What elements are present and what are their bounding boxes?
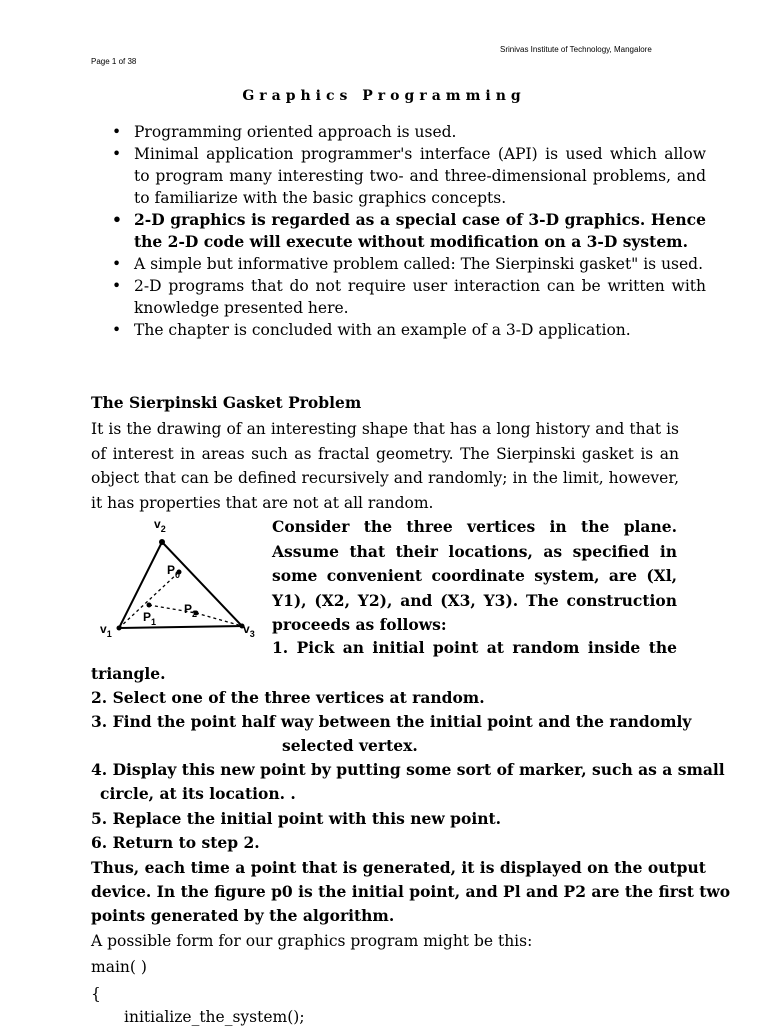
step-2: 2. Select one of the three vertices at random. (91, 688, 485, 707)
bullet-list (108, 121, 706, 341)
code-line: { (91, 985, 101, 1003)
label-v1: $v_1$ (100, 622, 112, 638)
program-intro: A possible form for our graphics program might be this: (91, 932, 533, 950)
label-p0: $P_0$ (167, 563, 181, 580)
bullet-item: • 2-D programs that do not require user interaction can be written with knowledge presented here. (134, 275, 706, 319)
page-number: Page 1 of 38 (91, 57, 137, 66)
page-title: Graphics Programming (242, 88, 526, 104)
label-v3: $v_3$ (243, 622, 255, 638)
step-6: 6. Return to step 2. (91, 833, 260, 852)
step-4-part-2: circle, at its location. . (100, 784, 296, 803)
step-1-part-1: 1. Pick an initial point at random inside the (272, 638, 677, 657)
code-line: main( ) (91, 958, 147, 976)
step-1-part-2: triangle. (91, 664, 166, 683)
sierpinski-figure (96, 514, 268, 638)
conclusion-line-1: Thus, each time a point that is generated, it is displayed on the output (91, 858, 706, 877)
label-v2: $v_2$ (154, 517, 166, 534)
dashed-construction-lines (119, 572, 242, 628)
conclusion-line-3: points generated by the algorithm. (91, 906, 395, 925)
institute-name: Srinivas Institute of Technology, Mangalore (500, 45, 652, 54)
step-3-part-1: 3. Find the point half way between the initial point and the randomly (91, 712, 692, 731)
construction-paragraph: Consider the three vertices in the plane. Assume that their locations, as specified in some convenient coordinate system, are (Xl, Y1), (X2, Y2), and (X3, Y3). The construction proceeds as follows: (272, 517, 677, 634)
bullet-item: • 2-D graphics is regarded as a special case of 3-D graphics. Hence the 2-D code will execute without modification on a 3-D system. (134, 209, 706, 253)
intro-paragraph: It is the drawing of an interesting shape that has a long history and that is of interest in areas such as fractal geometry. The Sierpinski gasket is an object that can be defined recursively and randomly; in the limit, however, it has properties that are not at all random. (91, 420, 679, 512)
label-p2: $P_2$ (184, 602, 198, 619)
bullet-item: • Programming oriented approach is used. (134, 121, 706, 143)
triangle (119, 542, 242, 628)
step-5: 5. Replace the initial point with this new point. (91, 809, 502, 828)
bullet-item: • The chapter is concluded with an example of a 3-D application. (134, 319, 706, 341)
points (117, 539, 245, 631)
vertex-v1 (117, 626, 122, 631)
point-p1 (147, 603, 152, 608)
step-4-part-1: 4. Display this new point by putting some sort of marker, such as a small (91, 760, 725, 779)
section-heading: The Sierpinski Gasket Problem (91, 393, 362, 412)
conclusion-line-2: device. In the figure p0 is the initial point, and Pl and P2 are the first two (91, 882, 731, 901)
code-line: initialize_the_system(); (124, 1008, 305, 1026)
vertex-v2 (159, 539, 165, 545)
bullet-item: • Minimal application programmer's interface (API) is used which allow to program many interesting two- and three-dimensional problems, and to familiarize with the basic graphics concepts. (134, 143, 706, 209)
step-3-part-2: selected vertex. (282, 736, 418, 755)
label-p1: $P_1$ (143, 610, 157, 627)
bullet-item: • A simple but informative problem called: The Sierpinski gasket" is used. (134, 253, 706, 275)
